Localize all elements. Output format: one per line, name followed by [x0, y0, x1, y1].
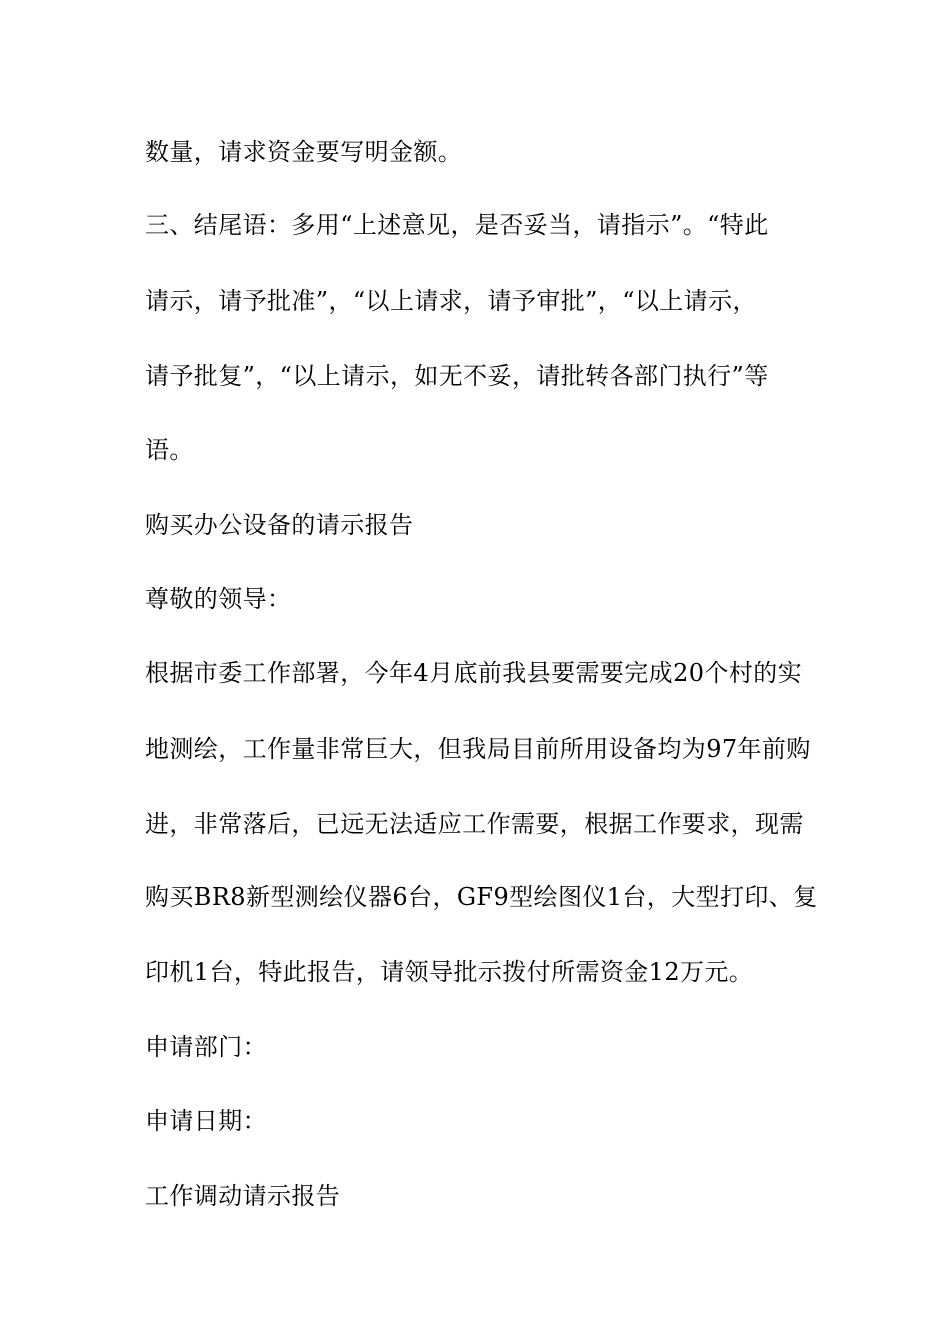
applicant-department: 申请部门： [145, 1033, 267, 1061]
section-title-transfer: 工作调动请示报告 [145, 1182, 341, 1210]
body-line-3: 进，非常落后，已远无法适应工作需要，根据工作要求，现需 [145, 810, 804, 838]
text-line-5: 语。 [145, 436, 194, 464]
text-line-1: 数量，请求资金要写明金额。 [145, 138, 463, 166]
text-line-2: 三、结尾语：多用“上述意见，是否妥当，请指示”。“特此 [145, 211, 769, 239]
body-line-4: 购买BR8新型测绘仪器6台，GF9型绘图仪1台，大型打印、复 [145, 883, 818, 911]
salutation: 尊敬的领导： [145, 585, 292, 613]
application-date: 申请日期： [145, 1107, 267, 1135]
section-title-purchase: 购买办公设备的请示报告 [145, 511, 414, 539]
text-line-4: 请予批复”，“以上请示，如无不妥，请批转各部门执行”等 [145, 362, 769, 390]
text-line-3: 请示，请予批准”，“以上请求，请予审批”，“以上请示， [145, 287, 757, 315]
body-line-2: 地测绘，工作量非常巨大，但我局目前所用设备均为97年前购 [145, 735, 811, 763]
body-line-1: 根据市委工作部署，今年4月底前我县要需要完成20个村的实 [145, 659, 803, 687]
body-line-5: 印机1台，特此报告，请领导批示拨付所需资金12万元。 [145, 958, 754, 986]
